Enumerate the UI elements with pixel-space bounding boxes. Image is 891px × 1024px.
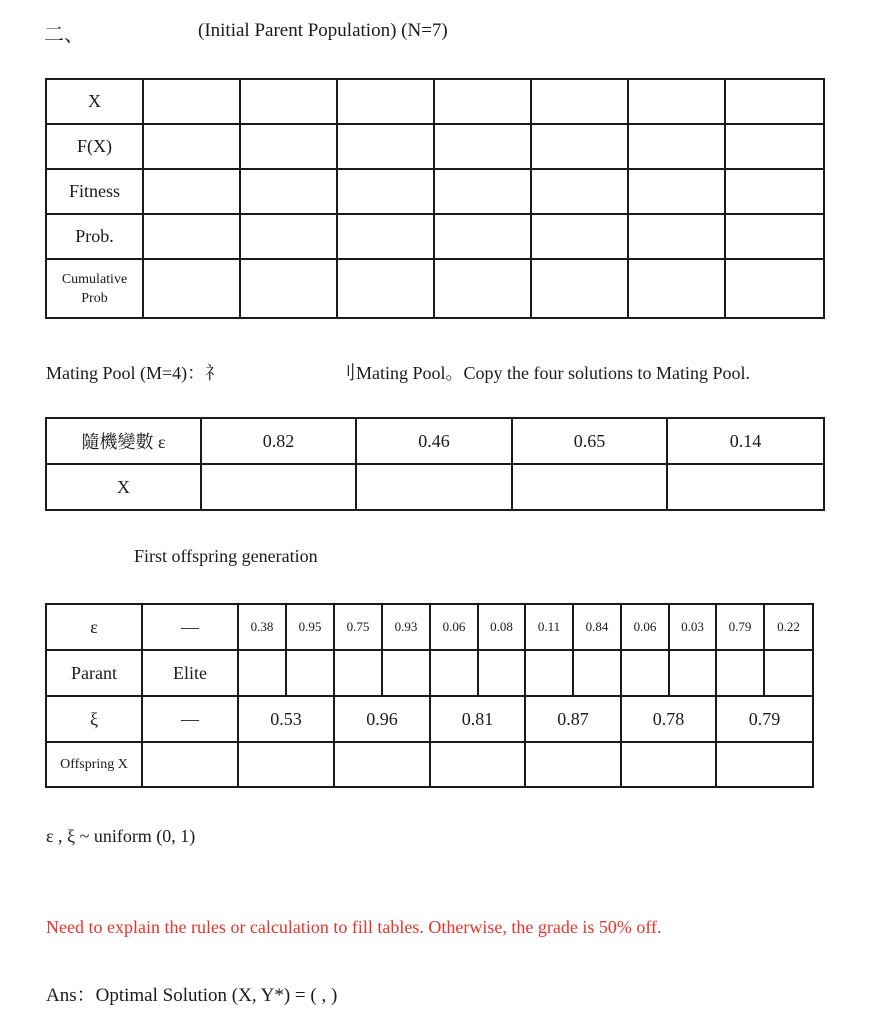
label-line-cumulative: Cumulative bbox=[61, 271, 128, 287]
row-cumulative-prob bbox=[46, 259, 824, 318]
epsilon-value-6: 0.08 bbox=[478, 604, 525, 650]
page-title: (Initial Parent Population) (N=7) bbox=[198, 20, 448, 41]
mating-x-label: X bbox=[46, 464, 201, 510]
xi-value-5: 0.78 bbox=[621, 696, 716, 742]
epsilon-value-2: 0.95 bbox=[286, 604, 334, 650]
cell-fx-5[interactable] bbox=[531, 124, 628, 169]
cell-fx-1[interactable] bbox=[143, 124, 240, 169]
epsilon-value-4: 0.93 bbox=[382, 604, 430, 650]
parent-cell-6[interactable] bbox=[478, 650, 525, 696]
offspring-cell-5[interactable] bbox=[621, 742, 716, 787]
cell-prob-3[interactable] bbox=[337, 214, 434, 259]
cell-fitness-6[interactable] bbox=[628, 169, 725, 214]
xi-value-4: 0.87 bbox=[525, 696, 621, 742]
parent-cell-7[interactable] bbox=[525, 650, 573, 696]
grading-warning: Need to explain the rules or calculation to fill tables. Otherwise, the grade is 50% off. bbox=[46, 917, 662, 937]
cell-fitness-1[interactable] bbox=[143, 169, 240, 214]
xi-value-3: 0.81 bbox=[430, 696, 525, 742]
random-value-3: 0.65 bbox=[512, 418, 667, 464]
parent-cell-8[interactable] bbox=[573, 650, 621, 696]
cell-fitness-7[interactable] bbox=[725, 169, 824, 214]
offspring-x-label: Offspring X bbox=[46, 742, 142, 787]
cell-prob-2[interactable] bbox=[240, 214, 337, 259]
epsilon-value-12: 0.22 bbox=[764, 604, 813, 650]
parent-cell-2[interactable] bbox=[286, 650, 334, 696]
random-value-2: 0.46 bbox=[356, 418, 512, 464]
row-fitness bbox=[46, 169, 824, 214]
cell-fitness-4[interactable] bbox=[434, 169, 531, 214]
mating-x-cell-1[interactable] bbox=[201, 464, 356, 510]
mating-pool-label: Mating Pool (M=4)：礻 bbox=[46, 363, 224, 383]
row-label-cumulative-prob bbox=[46, 259, 143, 318]
epsilon-value-10: 0.03 bbox=[669, 604, 716, 650]
epsilon-value-3: 0.75 bbox=[334, 604, 382, 650]
xi-label: ξ bbox=[46, 696, 142, 742]
cell-fx-6[interactable] bbox=[628, 124, 725, 169]
cell-x-2[interactable] bbox=[240, 79, 337, 124]
xi-value-1: 0.53 bbox=[238, 696, 334, 742]
cell-fx-3[interactable] bbox=[337, 124, 434, 169]
mating-pool-table bbox=[45, 417, 825, 511]
mating-x-cell-2[interactable] bbox=[356, 464, 512, 510]
parent-cell-5[interactable] bbox=[430, 650, 478, 696]
cell-x-4[interactable] bbox=[434, 79, 531, 124]
row-label-x: X bbox=[46, 79, 143, 124]
epsilon-value-9: 0.06 bbox=[621, 604, 669, 650]
cell-prob-5[interactable] bbox=[531, 214, 628, 259]
parent-cell-3[interactable] bbox=[334, 650, 382, 696]
elite-label: Elite bbox=[142, 650, 238, 696]
xi-value-6: 0.79 bbox=[716, 696, 813, 742]
cell-fx-2[interactable] bbox=[240, 124, 337, 169]
distribution-note: ε , ξ ~ uniform (0, 1) bbox=[46, 826, 196, 846]
random-number-label: 隨機變數 ε bbox=[46, 418, 201, 464]
cell-cumprob-6[interactable] bbox=[628, 259, 725, 318]
cell-fx-4[interactable] bbox=[434, 124, 531, 169]
parent-cell-11[interactable] bbox=[716, 650, 764, 696]
cell-cumprob-2[interactable] bbox=[240, 259, 337, 318]
cell-cumprob-4[interactable] bbox=[434, 259, 531, 318]
cell-cumprob-5[interactable] bbox=[531, 259, 628, 318]
offspring-cell-6[interactable] bbox=[716, 742, 813, 787]
mating-x-cell-3[interactable] bbox=[512, 464, 667, 510]
row-label-fx: F(X) bbox=[46, 124, 143, 169]
cell-x-1[interactable] bbox=[143, 79, 240, 124]
xi-value-2: 0.96 bbox=[334, 696, 430, 742]
cell-fitness-2[interactable] bbox=[240, 169, 337, 214]
row-label-fitness: Fitness bbox=[46, 169, 143, 214]
epsilon-value-8: 0.84 bbox=[573, 604, 621, 650]
mating-x-cell-4[interactable] bbox=[667, 464, 824, 510]
epsilon-value-5: 0.06 bbox=[430, 604, 478, 650]
cell-x-7[interactable] bbox=[725, 79, 824, 124]
label-line-prob: Prob bbox=[81, 290, 108, 306]
parent-cell-10[interactable] bbox=[669, 650, 716, 696]
cell-fitness-5[interactable] bbox=[531, 169, 628, 214]
row-x bbox=[46, 79, 824, 124]
random-value-1: 0.82 bbox=[201, 418, 356, 464]
row-prob bbox=[46, 214, 824, 259]
offspring-cell-4[interactable] bbox=[525, 742, 621, 787]
cell-cumprob-1[interactable] bbox=[143, 259, 240, 318]
answer-line: Ans：Optimal Solution (X, Y*) = ( , ) bbox=[46, 985, 338, 1006]
offspring-cell-3[interactable] bbox=[430, 742, 525, 787]
cell-cumprob-7[interactable] bbox=[725, 259, 824, 318]
epsilon-dash: — bbox=[142, 604, 238, 650]
parent-cell-1[interactable] bbox=[238, 650, 286, 696]
epsilon-value-1: 0.38 bbox=[238, 604, 286, 650]
cell-fitness-3[interactable] bbox=[337, 169, 434, 214]
parent-cell-9[interactable] bbox=[621, 650, 669, 696]
offspring-table bbox=[45, 603, 814, 788]
parent-row bbox=[46, 650, 813, 696]
cell-prob-6[interactable] bbox=[628, 214, 725, 259]
parent-cell-12[interactable] bbox=[764, 650, 813, 696]
parent-label: Parant bbox=[46, 650, 142, 696]
cell-fx-7[interactable] bbox=[725, 124, 824, 169]
cell-prob-1[interactable] bbox=[143, 214, 240, 259]
cell-cumprob-3[interactable] bbox=[337, 259, 434, 318]
initial-population-table bbox=[45, 78, 825, 319]
mating-x-row bbox=[46, 464, 824, 510]
cell-x-6[interactable] bbox=[628, 79, 725, 124]
offspring-elite-cell[interactable] bbox=[142, 742, 238, 787]
xi-row bbox=[46, 696, 813, 742]
row-fx bbox=[46, 124, 824, 169]
xi-dash: — bbox=[142, 696, 238, 742]
offspring-section-title: First offspring generation bbox=[134, 546, 318, 566]
row-label-prob: Prob. bbox=[46, 214, 143, 259]
epsilon-value-11: 0.79 bbox=[716, 604, 764, 650]
parent-cell-4[interactable] bbox=[382, 650, 430, 696]
cell-x-5[interactable] bbox=[531, 79, 628, 124]
offspring-cell-2[interactable] bbox=[334, 742, 430, 787]
epsilon-row bbox=[46, 604, 813, 650]
offspring-x-row bbox=[46, 742, 813, 787]
mating-pool-instruction: 刂Mating Pool。Copy the four solutions to Mating Pool. bbox=[338, 363, 751, 383]
offspring-cell-1[interactable] bbox=[238, 742, 334, 787]
epsilon-label: ε bbox=[46, 604, 142, 650]
cell-prob-7[interactable] bbox=[725, 214, 824, 259]
cell-x-3[interactable] bbox=[337, 79, 434, 124]
epsilon-value-7: 0.11 bbox=[525, 604, 573, 650]
cell-prob-4[interactable] bbox=[434, 214, 531, 259]
random-number-row bbox=[46, 418, 824, 464]
section-number: 二、 bbox=[44, 24, 84, 46]
random-value-4: 0.14 bbox=[667, 418, 824, 464]
